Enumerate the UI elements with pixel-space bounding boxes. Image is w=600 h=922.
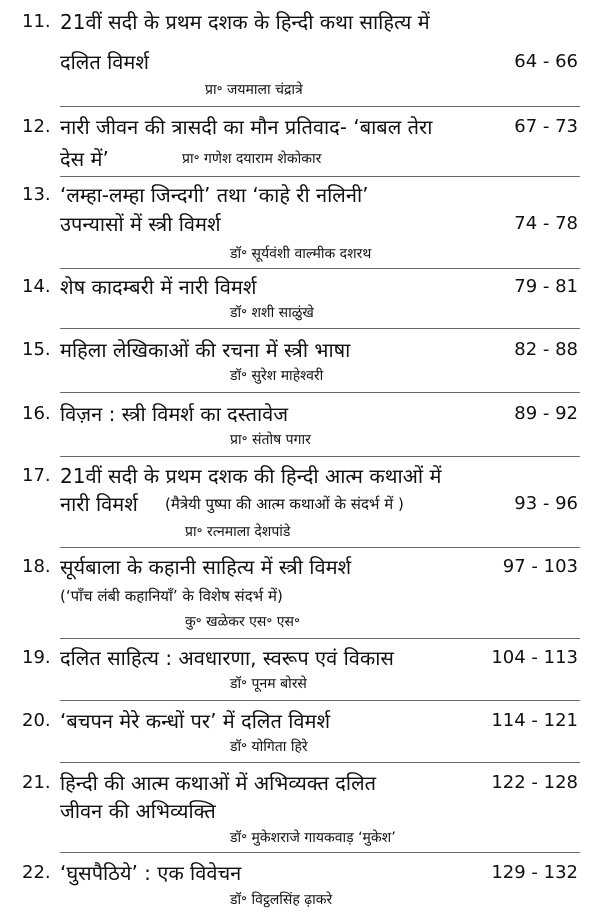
entry-number: 20. bbox=[22, 710, 51, 731]
entry-pages: 67 - 73 bbox=[514, 116, 578, 137]
entry-title-line-1: ‘बचपन मेरे कन्धों पर’ में दलित विमर्श bbox=[60, 709, 331, 733]
entry-author: प्रा॰ रत्नमाला देशपांडे bbox=[185, 524, 291, 540]
entry-title-line-2: देस में’ bbox=[60, 147, 109, 171]
entry-number: 18. bbox=[22, 556, 51, 577]
entry-divider bbox=[60, 268, 580, 269]
entry-pages: 89 - 92 bbox=[514, 403, 578, 424]
entry-title-line-2: दलित विमर्श bbox=[60, 50, 149, 74]
entry-title-line-1: 21वीं सदी के प्रथम दशक की हिन्दी आत्म कथाओं में bbox=[60, 464, 442, 488]
entry-author: प्रा॰ जयमाला चंद्रात्रे bbox=[205, 82, 303, 98]
entry-title-line-2: (‘पाँच लंबी कहानियाँ’ के विशेष संदर्भ में) bbox=[60, 587, 283, 605]
entry-number: 11. bbox=[22, 11, 51, 32]
entry-divider bbox=[60, 638, 580, 639]
entry-divider bbox=[60, 328, 580, 329]
entry-divider bbox=[60, 106, 580, 107]
entry-divider bbox=[60, 456, 580, 457]
entry-number: 22. bbox=[22, 862, 51, 883]
entry-title-line-1: नारी जीवन की त्रासदी का मौन प्रतिवाद- ‘बाबल तेरा bbox=[60, 115, 433, 139]
entry-author: डॉ॰ शशी साळुंखे bbox=[230, 305, 314, 321]
entry-number: 13. bbox=[22, 184, 51, 205]
entry-author: डॉ॰ सुरेश माहेश्वरी bbox=[230, 368, 324, 384]
entry-number: 16. bbox=[22, 403, 51, 424]
entry-author: डॉ॰ सूर्यवंशी वाल्मीक दशरथ bbox=[230, 246, 372, 262]
entry-pages: 122 - 128 bbox=[491, 772, 578, 793]
entry-number: 19. bbox=[22, 647, 51, 668]
entry-pages: 79 - 81 bbox=[514, 276, 578, 297]
entry-divider bbox=[60, 700, 580, 701]
entry-title-line-1: 21वीं सदी के प्रथम दशक के हिन्दी कथा साहित्य में bbox=[60, 10, 430, 34]
entry-title-line-1: दलित साहित्य : अवधारणा, स्वरूप एवं विकास bbox=[60, 646, 394, 670]
entry-divider bbox=[60, 176, 580, 177]
entry-pages: 129 - 132 bbox=[491, 862, 578, 883]
entry-title-line-2: जीवन की अभिव्यक्ति bbox=[60, 799, 216, 823]
entry-divider bbox=[60, 762, 580, 763]
entry-author: कु॰ खळेकर एस॰ एस॰ bbox=[185, 614, 300, 630]
entry-title-line-1: विज़न : स्त्री विमर्श का दस्तावेज bbox=[60, 402, 289, 426]
entry-title-line-1: हिन्दी की आत्म कथाओं में अभिव्यक्त दलित bbox=[60, 771, 377, 795]
entry-divider bbox=[60, 392, 580, 393]
entry-title-line-1: ‘लम्हा-लम्हा जिन्दगी’ तथा ‘काहे री नलिनी’ bbox=[60, 183, 369, 207]
entry-pages: 97 - 103 bbox=[502, 556, 578, 577]
entry-title-line-1: शेष कादम्बरी में नारी विमर्श bbox=[60, 275, 257, 299]
entry-author: प्रा॰ संतोष पगार bbox=[230, 432, 311, 448]
entry-number: 17. bbox=[22, 465, 51, 486]
entry-title-line-1: महिला लेखिकाओं की रचना में स्त्री भाषा bbox=[60, 338, 351, 362]
entry-number: 15. bbox=[22, 339, 51, 360]
entry-author: डॉ॰ विट्ठलसिंह ढ़ाकरे bbox=[230, 892, 333, 908]
entry-pages: 104 - 113 bbox=[491, 647, 578, 668]
entry-title-line-1: ‘घुसपैठिये’ : एक विवेचन bbox=[60, 861, 242, 885]
entry-title-line-1: सूर्यबाला के कहानी साहित्य में स्त्री विमर्श bbox=[60, 555, 352, 579]
entry-divider bbox=[60, 852, 580, 853]
entry-author: डॉ॰ योगिता हिरे bbox=[230, 739, 308, 755]
entry-number: 21. bbox=[22, 772, 51, 793]
entry-author: डॉ॰ पूनम बोरसे bbox=[230, 676, 307, 692]
entry-pages: 64 - 66 bbox=[514, 51, 578, 72]
entry-title-note: (मैत्रेयी पुष्पा की आत्म कथाओं के संदर्भ में ) bbox=[165, 495, 404, 513]
entry-divider bbox=[60, 547, 580, 548]
entry-author: डॉ॰ मुकेशराजे गायकवाड़ ‘मुकेश’ bbox=[230, 830, 396, 846]
entry-pages: 114 - 121 bbox=[491, 710, 578, 731]
entry-pages: 82 - 88 bbox=[514, 339, 578, 360]
entry-pages: 74 - 78 bbox=[514, 213, 578, 234]
entry-author: प्रा॰ गणेश दयाराम शेकोकार bbox=[182, 151, 322, 167]
entry-number: 14. bbox=[22, 276, 51, 297]
entry-title-line-2: उपन्यासों में स्त्री विमर्श bbox=[60, 212, 221, 236]
entry-number: 12. bbox=[22, 116, 51, 137]
entry-title-line-2: नारी विमर्श bbox=[60, 492, 138, 516]
entry-pages: 93 - 96 bbox=[514, 493, 578, 514]
